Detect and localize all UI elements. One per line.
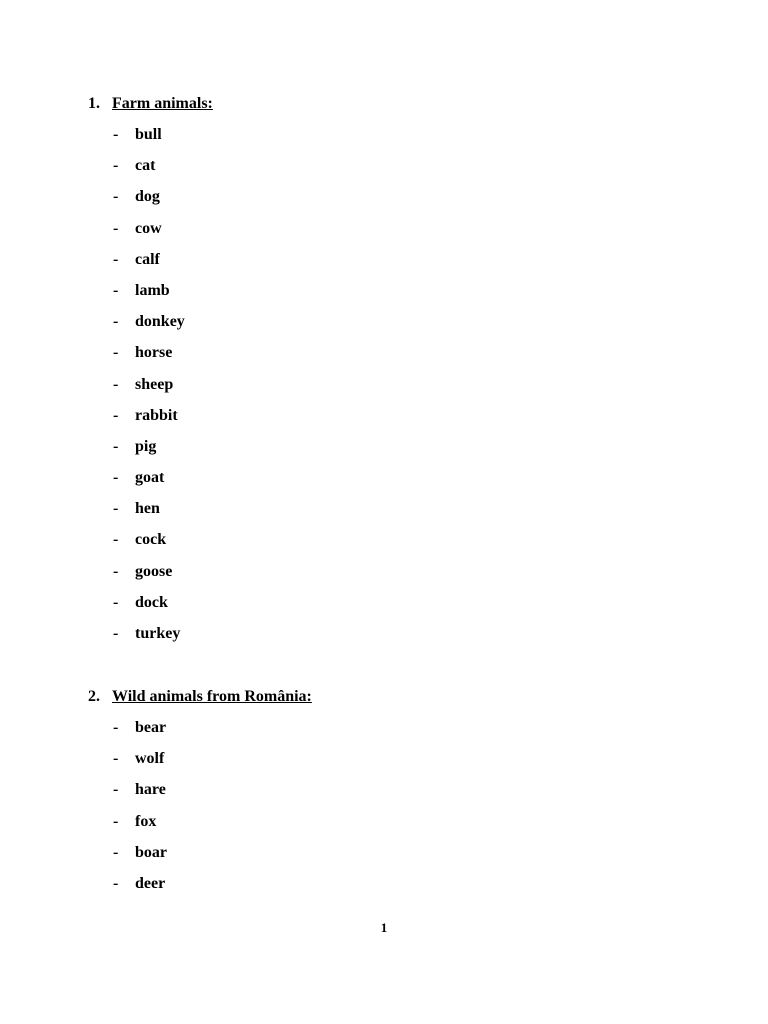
section-number: 1. [88, 95, 100, 112]
animal-name: bull [135, 126, 162, 143]
animal-name: dock [135, 593, 168, 611]
list-item [88, 529, 213, 560]
animal-name: donkey [135, 313, 185, 331]
bullet-dash: - [113, 874, 119, 892]
list-item [88, 498, 213, 529]
list-item [88, 623, 213, 654]
animal-name: turkey [135, 625, 181, 642]
list-item [88, 842, 312, 873]
bullet-dash: - [113, 188, 119, 206]
list-item [88, 467, 213, 498]
section-heading [88, 93, 213, 115]
bullet-dash: - [113, 562, 119, 580]
list-item [88, 748, 312, 779]
animal-name: cock [135, 531, 167, 549]
bullet-dash: - [113, 344, 119, 362]
animal-name: lamb [135, 281, 170, 299]
bullet-dash: - [113, 281, 119, 299]
list-item [88, 873, 312, 904]
section-wild-animals [88, 686, 312, 904]
animal-name: cow [135, 219, 162, 237]
section-title: Farm animals: [112, 95, 213, 112]
bullet-dash: - [113, 375, 119, 393]
bullet-dash: - [113, 500, 119, 518]
animal-name: bear [135, 719, 167, 736]
bullet-dash: - [113, 313, 119, 331]
section-heading [88, 686, 312, 708]
list-item [88, 249, 213, 280]
bullet-dash: - [113, 531, 119, 549]
bullet-dash: - [113, 593, 119, 611]
bullet-dash: - [113, 157, 119, 175]
list-item [88, 592, 213, 623]
bullet-dash: - [113, 843, 119, 861]
list-item [88, 342, 213, 373]
animal-name: sheep [135, 375, 174, 393]
list-item [88, 436, 213, 467]
bullet-dash: - [113, 781, 119, 799]
list-item [88, 779, 312, 810]
list-item [88, 124, 213, 155]
bullet-dash: - [113, 812, 119, 830]
animal-name: hare [135, 781, 166, 799]
section-title: Wild animals from România: [112, 688, 312, 705]
list-item [88, 218, 213, 249]
bullet-dash: - [113, 406, 119, 424]
animal-name: goose [135, 562, 173, 580]
animal-name: deer [135, 874, 166, 892]
animal-name: dog [135, 188, 160, 206]
section-farm-animals [88, 93, 213, 654]
animal-list [88, 124, 213, 654]
animal-name: fox [135, 812, 157, 830]
list-item [88, 717, 312, 748]
list-item [88, 186, 213, 217]
bullet-dash: - [113, 750, 119, 768]
animal-name: rabbit [135, 406, 178, 424]
page-number: 1 [380, 920, 388, 935]
animal-name: cat [135, 157, 156, 175]
list-item [88, 155, 213, 186]
bullet-dash: - [113, 219, 119, 237]
section-number: 2. [88, 688, 100, 705]
animal-name: wolf [135, 750, 165, 768]
animal-list [88, 717, 312, 904]
animal-name: goat [135, 469, 165, 487]
animal-name: hen [135, 500, 160, 518]
bullet-dash: - [113, 437, 119, 455]
animal-name: pig [135, 437, 157, 455]
list-item [88, 405, 213, 436]
animal-name: boar [135, 843, 167, 861]
bullet-dash: - [113, 126, 119, 143]
bullet-dash: - [113, 719, 119, 736]
list-item [88, 280, 213, 311]
animal-name: calf [135, 250, 160, 268]
list-item [88, 811, 312, 842]
list-item [88, 311, 213, 342]
bullet-dash: - [113, 250, 119, 268]
list-item [88, 374, 213, 405]
list-item [88, 561, 213, 592]
bullet-dash: - [113, 625, 119, 642]
animal-name: horse [135, 344, 173, 362]
bullet-dash: - [113, 469, 119, 487]
